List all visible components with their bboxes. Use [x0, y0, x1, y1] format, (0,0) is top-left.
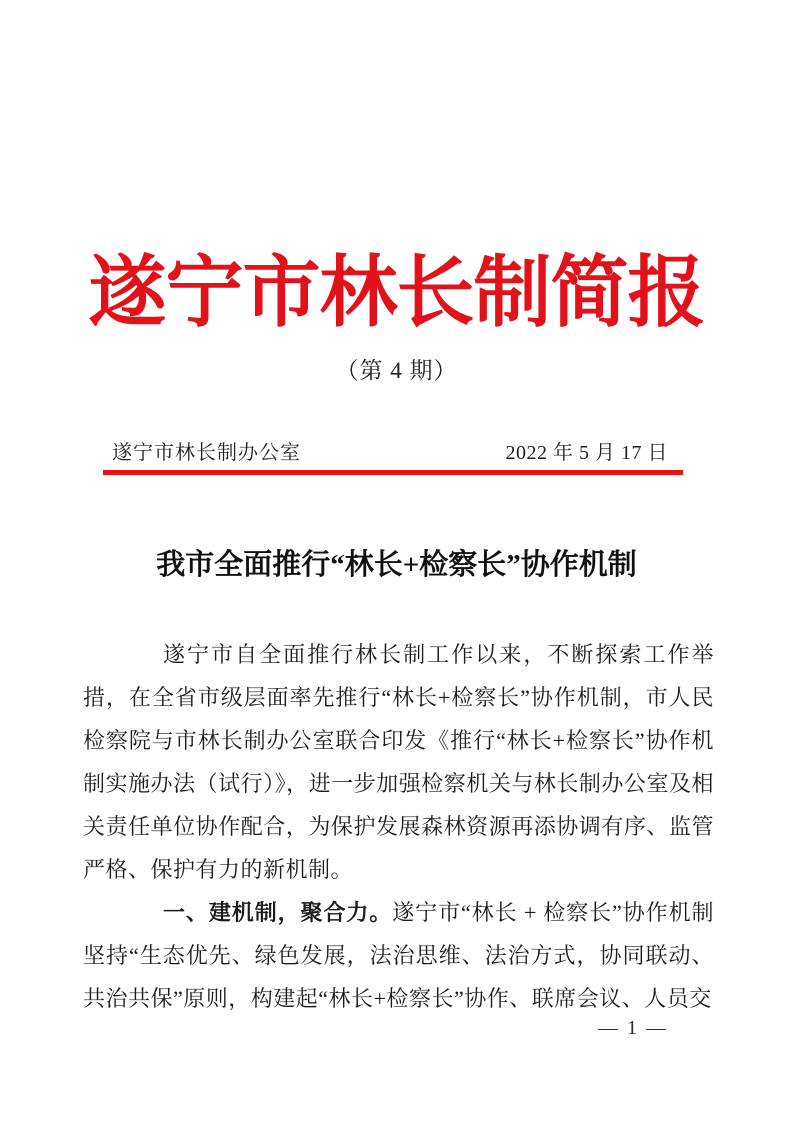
issue-number: （第 4 期）: [335, 358, 458, 383]
issue-date: 2022 年 5 月 17 日: [505, 442, 668, 464]
article-title: 我市全面推行“林长+检察长”协作机制: [156, 549, 637, 581]
paragraph-2-text: 遂宁市“林长 + 检察长”协作机制坚持“生态优先、绿色发展，法治思维、法治方式，协同联动、共治共保”原则，构建起“林长+检察长”协作、联席会议、人员交: [83, 900, 714, 1011]
paragraph-2-lead: 一、建机制，聚合力。: [163, 900, 393, 925]
issuer-date-row: [112, 440, 668, 466]
masthead-title: 遂宁市林长制简报: [88, 249, 705, 336]
paragraph-1-text: 遂宁市自全面推行林长制工作以来，不断探索工作举措，在全省市级层面率先推行“林长+检察长”协作机制，市人民检察院与市林长制办公室联合印发《推行“林长+检察长”协作机制实施办法（试行）》，进一步加强检察机关与林长制办公室及相关责任单位协作配合，为保护发展森林资源再添协调有序、监管严格、保护有力的新机制。: [83, 642, 714, 882]
paragraph-1: [83, 633, 714, 891]
paragraph-2: [83, 891, 714, 1020]
issuer-name: 遂宁市林长制办公室: [112, 442, 301, 464]
article-body: [83, 633, 714, 1020]
page-number: — 1 —: [598, 1017, 668, 1039]
red-divider-rule: [103, 470, 683, 475]
